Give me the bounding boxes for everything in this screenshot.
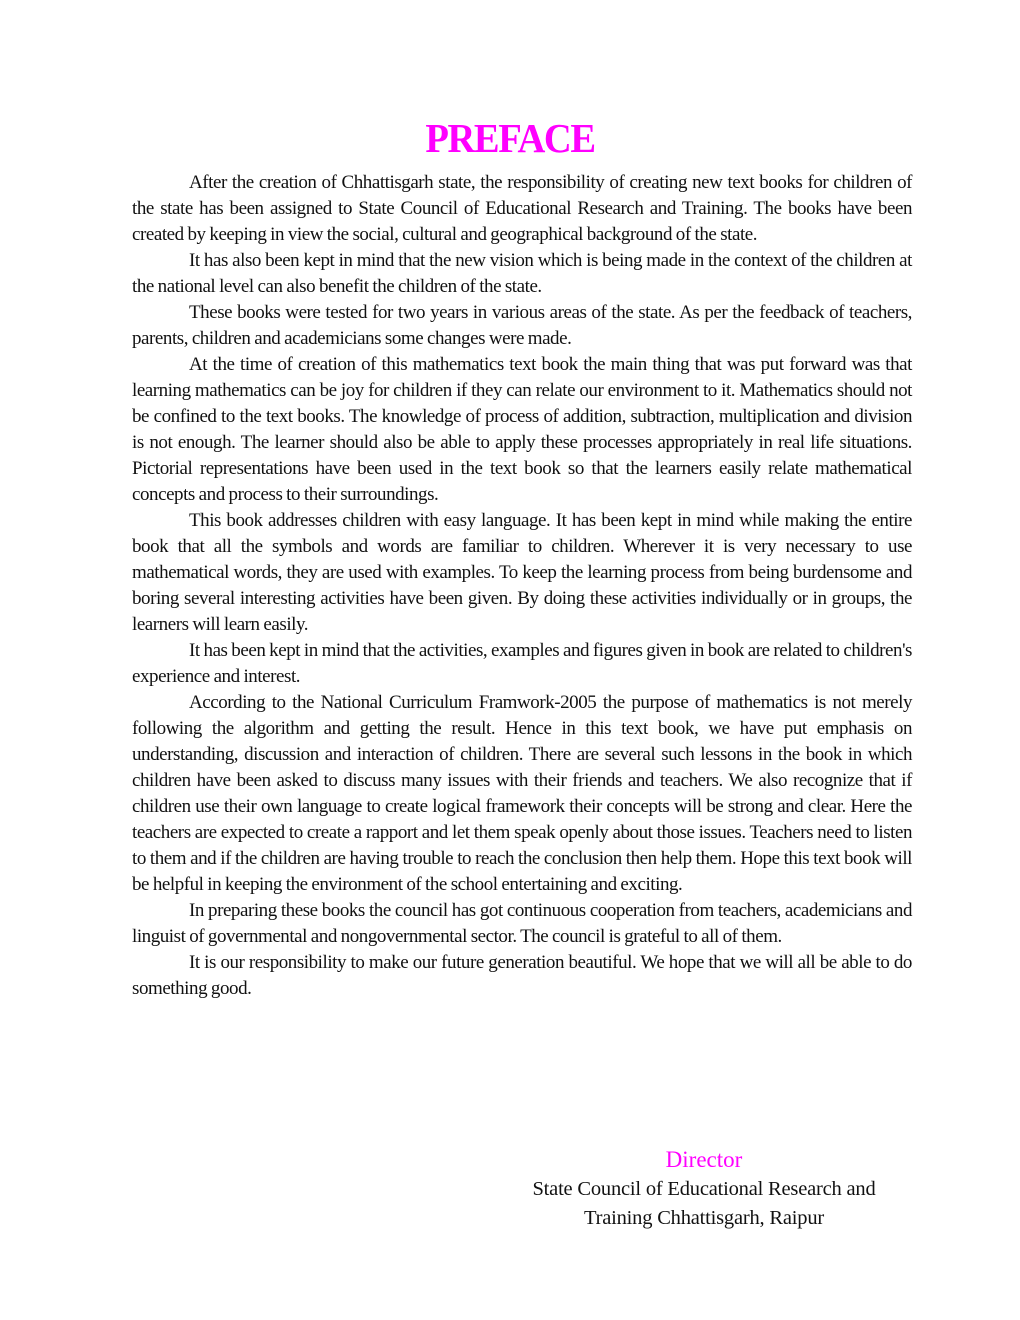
paragraph-experience-interest: It has been kept in mind that the activities, examples and figures given in book are related to children's experience and interest. — [132, 640, 912, 687]
paragraph-national-vision: It has also been kept in mind that the new vision which is being made in the context of the children at the national level can also benefit the children of the state. — [132, 250, 912, 297]
paragraph-acknowledgement: In preparing these books the council has got continuous cooperation from teachers, academicians and linguist of governmental and nongovernmental sector. The council is grateful to all of them. — [132, 900, 912, 947]
preface-body — [132, 170, 912, 1002]
organization-name-line-2: Training Chhattisgarh, Raipur — [584, 1207, 824, 1229]
paragraph-easy-language: This book addresses children with easy language. It has been kept in mind while making the entire book that all the symbols and words are familiar to children. Wherever it is very necessary to use mathematical words, they are used with examples. To keep the learning process from being burdensome and boring several interesting activities have been given. By doing these activities individually or in groups, the learners will learn easily. — [132, 510, 912, 635]
signatory-title: Director — [665, 1147, 743, 1172]
paragraph-closing: It is our responsibility to make our future generation beautiful. We hope that we will all be able to do something good. — [132, 952, 912, 999]
organization-name-line-1: State Council of Educational Research and — [532, 1178, 876, 1200]
paragraph-mathematics-approach: At the time of creation of this mathematics text book the main thing that was put forward was that learning mathematics can be joy for children if they can relate our environment to it. Mathematics should not be confined to the text books. The knowledge of process of addition, subtraction, multiplication and division is not enough. The learner should also be able to apply these processes appropriately in real life situations. Pictorial representations have been used in the text book so that the learners easily relate mathematical concepts and process to their surroundings. — [132, 354, 912, 505]
paragraph-creation-of-state: After the creation of Chhattisgarh state, the responsibility of creating new text books for children of the state has been assigned to State Council of Educational Research and Training. The books have been created by keeping in view the social, cultural and geographical background of the state. — [132, 172, 912, 245]
signature-block — [490, 1145, 918, 1233]
page-title: PREFACE — [425, 115, 595, 161]
paragraph-testing-feedback: These books were tested for two years in various areas of the state. As per the feedback of teachers, parents, children and academicians some changes were made. — [132, 302, 912, 349]
paragraph-curriculum-framework: According to the National Curriculum Framwork-2005 the purpose of mathematics is not merely following the algorithm and getting the result. Hence in this text book, we have put emphasis on understanding, discussion and interaction of children. There are several such lessons in the book in which children have been asked to discuss many issues with their friends and teachers. We also recognize that if children use their own language to create logical framework their concepts will be strong and clear. Here the teachers are expected to create a rapport and let them speak openly about those issues. Teachers need to listen to them and if the children are having trouble to reach the conclusion then help them. Hope this text book will be helpful in keeping the environment of the school entertaining and exciting. — [132, 692, 912, 895]
